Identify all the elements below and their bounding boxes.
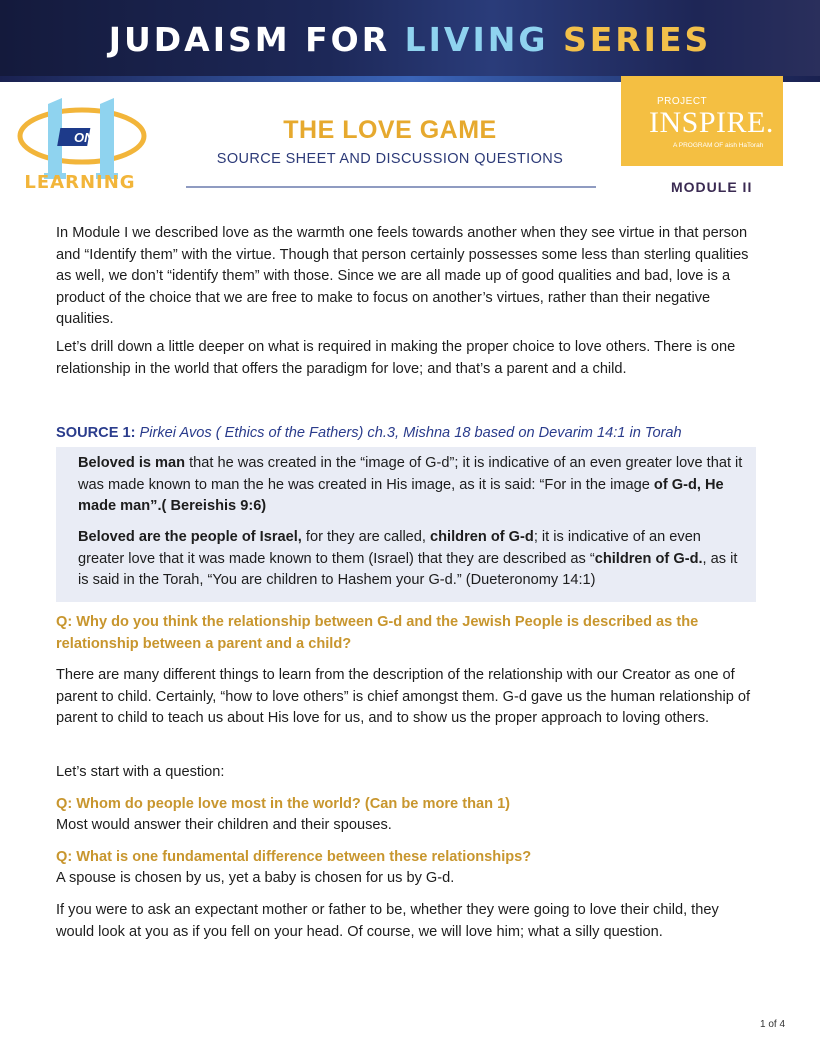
- source-1-quote-box: [56, 447, 756, 602]
- question-3: Q: What is one fundamental difference between these relationships?: [56, 849, 532, 865]
- source-1-heading: [56, 425, 776, 441]
- quote-2-bold-2: children of G-d: [430, 529, 534, 545]
- inspire-line2: INSPIRE.: [649, 106, 774, 139]
- series-title: [0, 20, 820, 59]
- source-1-label: SOURCE 1:: [56, 425, 136, 441]
- project-inspire-logo: [621, 76, 783, 166]
- series-title-word3: SERIES: [562, 20, 712, 59]
- intro-paragraph-1: In Module I we described love as the warmth one feels towards another when they see virtue in that person and “Identify them” with the virtue. Though that person certainly possesses some less than sterling qualities as well, we don’t “identify them” with those. Since we are all made up of good qualities and bad, love is a product of the choice that we are free to make to focus on another’s virtues, rather than their negative qualities.: [56, 225, 749, 327]
- quote-2-text-3: , as it is said in the Torah, “You are children to Hashem your G-d.” (Dueteronomy 14:1): [78, 550, 738, 588]
- page-number: 1 of 4: [760, 1019, 786, 1030]
- intro-paragraph-2: Let’s drill down a little deeper on what is required in making the proper choice to love others. There is one relationship in the world that offers the paradigm for love; and that’s a parent and a child.: [56, 339, 736, 377]
- quote-2-bold-1: Beloved are the people of Israel,: [78, 529, 302, 545]
- quote-2-text-1: for they are called,: [301, 529, 431, 545]
- answer-2: Most would answer their children and their spouses.: [56, 817, 392, 833]
- series-title-word1: JUDAISM FOR: [108, 20, 391, 59]
- page-title: THE LOVE GAME: [283, 116, 497, 144]
- inspire-line3: A PROGRAM OF aish HaTorah: [673, 142, 764, 149]
- question-1: Q: Why do you think the relationship between G-d and the Jewish People is described as the relationship between a parent and a child?: [56, 614, 699, 652]
- series-banner: [0, 0, 820, 82]
- source-1-citation: Pirkei Avos ( Ethics of the Fathers) ch.3, Mishna 18 based on Devarim 14:1 in Torah: [139, 425, 682, 441]
- answer-3: A spouse is chosen by us, yet a baby is chosen for us by G-d.: [56, 870, 455, 886]
- module-label: MODULE II: [671, 179, 753, 195]
- logo-learning-text: LEARNING: [24, 172, 136, 193]
- quote-1-bold-1: Beloved is man: [78, 455, 186, 471]
- quote-2-bold-3: children of G-d.: [594, 550, 703, 567]
- series-title-word2: LIVING: [404, 20, 549, 59]
- source-1-quote-1: [78, 453, 750, 518]
- page-subtitle: SOURCE SHEET AND DISCUSSION QUESTIONS: [216, 151, 564, 167]
- logo-on-badge: ON: [74, 130, 94, 145]
- title-divider: [186, 186, 596, 188]
- source-1-quote-2: [78, 527, 750, 592]
- quote-2-text-2: ; it is indicative of an even greater love that it was made known to them (Israel) that they are described as “: [78, 529, 701, 567]
- inspire-line1: PROJECT: [657, 96, 708, 107]
- quote-1-bold-2: of G-d, He made man”.( Bereishis 9:6): [78, 476, 724, 514]
- quote-1-text-1: that he was created in the “image of G-d”; it is indicative of an even greater love that it was made known to man the he was created in His image, as it is said: “For in the image: [78, 455, 743, 493]
- question-2: Q: Whom do people love most in the world? (Can be more than 1): [56, 796, 511, 812]
- paragraph-3: There are many different things to learn from the description of the relationship with our Creator as one of parent to child. Certainly, “how to love others” is chief amongst them. G-d gave us the human relationship of parent to child to teach us about His love for us, and to show us the proper approach to loving others.: [56, 667, 751, 726]
- paragraph-5: If you were to ask an expectant mother or father to be, whether they were going to love their child, they would look at you as if you fell on your head. Of course, we will love him; what a silly question.: [56, 902, 719, 940]
- paragraph-4: Let’s start with a question:: [56, 764, 225, 780]
